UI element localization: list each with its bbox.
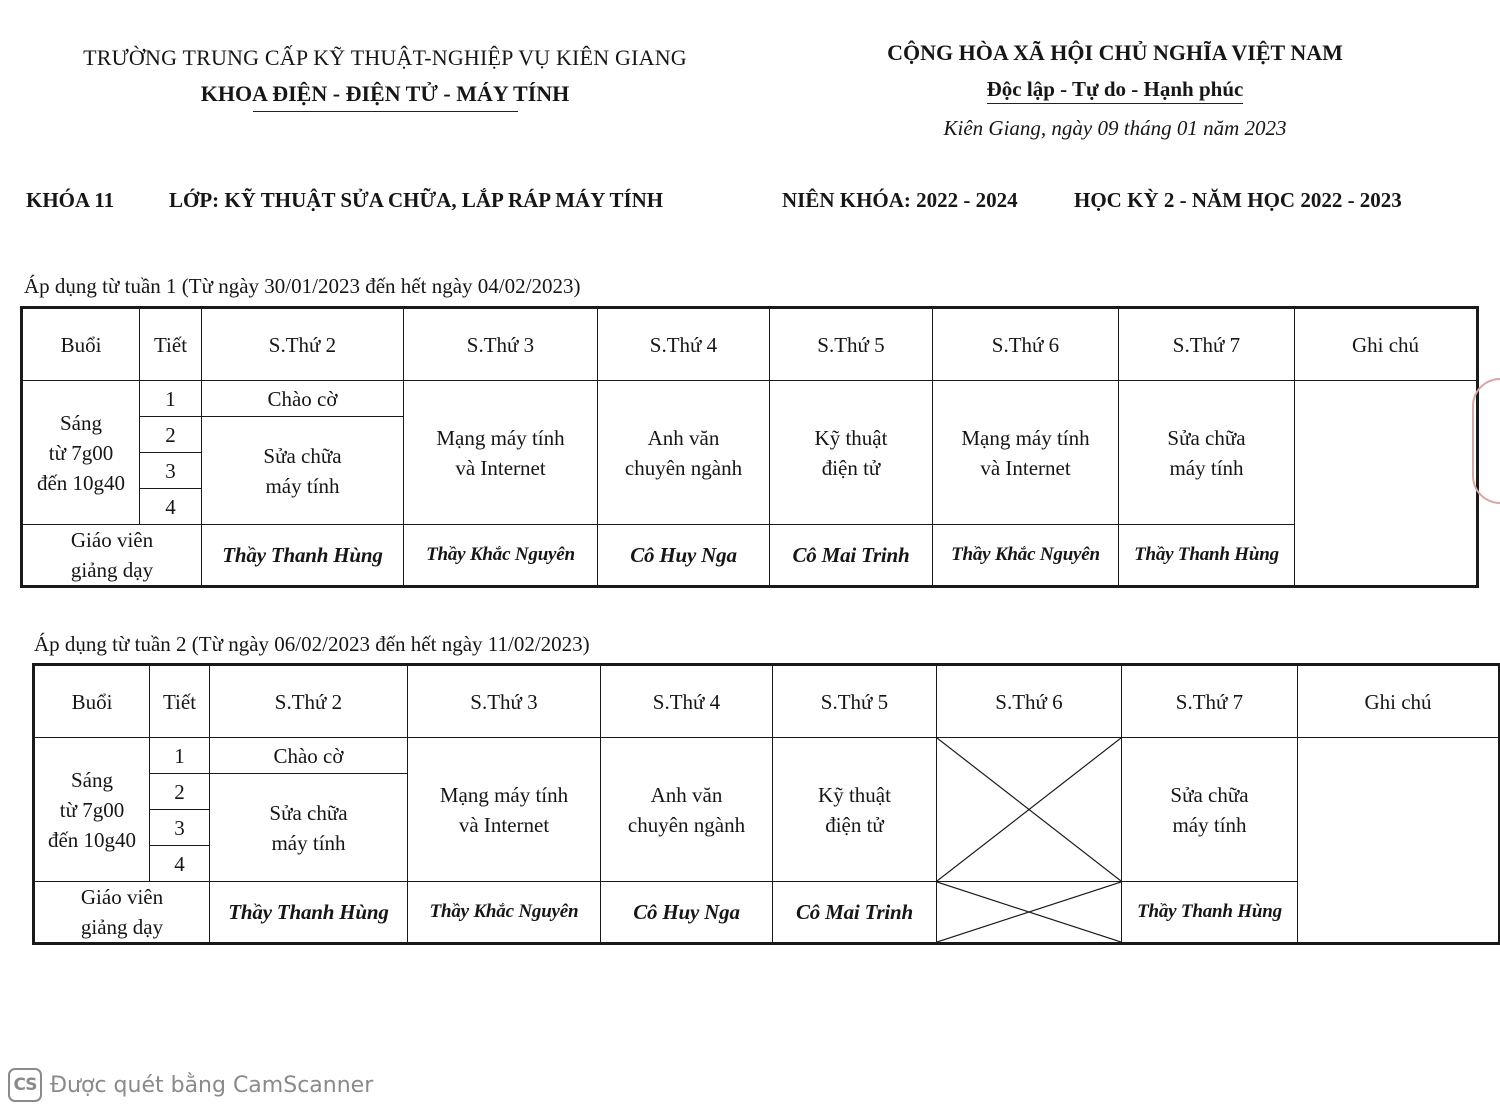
teacher-tue: Thầy Khắc Nguyên [404, 525, 598, 587]
table-header-row [34, 665, 1500, 738]
col-sat: S.Thứ 7 [1122, 665, 1298, 738]
teacher-label-line: giảng dạy [70, 558, 154, 582]
table-row [22, 381, 1478, 417]
teacher-label-line: giảng dạy [80, 915, 164, 939]
subject-line: máy tính [1172, 812, 1247, 837]
camscanner-watermark [8, 1068, 373, 1102]
period-number: 2 [150, 774, 210, 810]
col-fri: S.Thứ 6 [933, 308, 1119, 381]
col-note: Ghi chú [1298, 665, 1500, 738]
sat-subject-cell [1122, 738, 1298, 882]
nation-header [860, 40, 1370, 141]
mon-subject-cell [202, 417, 404, 525]
subject-line: chuyên ngành [627, 812, 746, 837]
course-label: KHÓA 11 [26, 188, 115, 212]
subject-line: Sửa chữa [1167, 425, 1246, 450]
col-period: Tiết [150, 665, 210, 738]
session-line: từ 7g00 [59, 797, 125, 822]
col-thu: S.Thứ 5 [770, 308, 933, 381]
wed-subject-cell [598, 381, 770, 525]
subject-line: Mạng máy tính [961, 425, 1090, 450]
subject-line: và Internet [980, 455, 1071, 480]
stamp-seal-edge [1472, 378, 1500, 504]
subject-line: máy tính [1169, 455, 1244, 480]
period-number: 4 [140, 489, 202, 525]
subject-line: máy tính [271, 830, 346, 855]
subject-line: Mạng máy tính [436, 425, 565, 450]
subject-line: Sửa chữa [269, 800, 348, 825]
subject-line: chuyên ngành [624, 455, 743, 480]
teacher-mon: Thầy Thanh Hùng [202, 525, 404, 587]
col-period: Tiết [140, 308, 202, 381]
col-session: Buổi [22, 308, 140, 381]
session-line: đến 10g40 [36, 470, 126, 495]
period-number: 1 [140, 381, 202, 417]
week2-timetable [32, 663, 1500, 945]
session-line: từ 7g00 [48, 440, 114, 465]
teacher-label-cell [34, 882, 210, 944]
teacher-label-line: Giáo viên [80, 885, 164, 909]
subject-line: Mạng máy tính [439, 782, 569, 807]
tue-subject-cell [408, 738, 601, 882]
col-tue: S.Thứ 3 [404, 308, 598, 381]
subject-line: và Internet [458, 812, 550, 837]
document-date: Kiên Giang, ngày 09 tháng 01 năm 2023 [943, 116, 1287, 140]
teacher-fri: Thầy Khắc Nguyên [933, 525, 1119, 587]
subject-line: Anh văn [647, 425, 720, 450]
teacher-tue: Thầy Khắc Nguyên [408, 882, 601, 944]
period-number: 4 [150, 846, 210, 882]
period-number: 2 [140, 417, 202, 453]
nation-name: CỘNG HÒA XÃ HỘI CHỦ NGHĨA VIỆT NAM [887, 40, 1343, 65]
week1-title: Áp dụng từ tuần 1 (Từ ngày 30/01/2023 đến hết ngày 04/02/2023) [24, 274, 581, 298]
department-underline [253, 111, 518, 112]
col-sat: S.Thứ 7 [1119, 308, 1295, 381]
note-cell [1298, 738, 1500, 944]
period-number: 3 [150, 810, 210, 846]
teacher-row [34, 882, 1500, 944]
table-header-row [22, 308, 1478, 381]
teacher-row [22, 525, 1478, 587]
mon-subject-cell [210, 774, 408, 882]
week2-title: Áp dụng từ tuần 2 (Từ ngày 06/02/2023 đến hết ngày 11/02/2023) [34, 632, 590, 656]
col-thu: S.Thứ 5 [773, 665, 937, 738]
subject-line: Sửa chữa [263, 443, 342, 468]
class-label: LỚP: KỸ THUẬT SỬA CHỮA, LẮP RÁP MÁY TÍNH [169, 188, 664, 212]
subject-line: Sửa chữa [1170, 782, 1249, 807]
subject-line: Kỹ thuật [814, 425, 888, 450]
teacher-label-cell [22, 525, 202, 587]
session-line: đến 10g40 [47, 827, 137, 852]
subject-line: Kỹ thuật [818, 782, 891, 807]
subject-line: Anh văn [650, 782, 723, 807]
col-tue: S.Thứ 3 [408, 665, 601, 738]
col-mon: S.Thứ 2 [210, 665, 408, 738]
mon-period1-cell: Chào cờ [202, 381, 404, 417]
fri-empty-cell [937, 738, 1122, 882]
camscanner-logo-icon: CS [8, 1068, 42, 1102]
school-header [40, 45, 730, 112]
note-cell [1295, 381, 1478, 587]
fri-subject-cell [933, 381, 1119, 525]
session-cell [22, 381, 140, 525]
wed-subject-cell [601, 738, 773, 882]
mon-period1-cell: Chào cờ [210, 738, 408, 774]
subject-line: và Internet [455, 455, 546, 480]
period-number: 3 [140, 453, 202, 489]
teacher-thu: Cô Mai Trinh [770, 525, 933, 587]
session-line: Sáng [71, 767, 113, 792]
col-fri: S.Thứ 6 [937, 665, 1122, 738]
thu-subject-cell [770, 381, 933, 525]
term-label: HỌC KỲ 2 - NĂM HỌC 2022 - 2023 [1074, 188, 1402, 212]
teacher-wed: Cô Huy Nga [598, 525, 770, 587]
session-cell [34, 738, 150, 882]
col-mon: S.Thứ 2 [202, 308, 404, 381]
teacher-wed: Cô Huy Nga [601, 882, 773, 944]
thu-subject-cell [773, 738, 937, 882]
teacher-label-line: Giáo viên [70, 528, 154, 552]
teacher-fri-empty [937, 882, 1122, 944]
subject-line: máy tính [265, 473, 340, 498]
nation-motto: Độc lập - Tự do - Hạnh phúc [987, 77, 1244, 104]
teacher-sat: Thầy Thanh Hùng [1119, 525, 1295, 587]
session-line: Sáng [60, 410, 102, 435]
subject-line: điện tử [821, 455, 881, 480]
col-note: Ghi chú [1295, 308, 1478, 381]
camscanner-text: Được quét bằng CamScanner [50, 1072, 374, 1098]
week1-timetable [20, 306, 1479, 588]
school-name: TRƯỜNG TRUNG CẤP KỸ THUẬT-NGHIỆP VỤ KIÊN GIANG [83, 45, 687, 70]
tue-subject-cell [404, 381, 598, 525]
col-wed: S.Thứ 4 [601, 665, 773, 738]
table-row [34, 738, 1500, 774]
subject-line: điện tử [825, 812, 884, 837]
col-wed: S.Thứ 4 [598, 308, 770, 381]
department-name: KHOA ĐIỆN - ĐIỆN TỬ - MÁY TÍNH [200, 81, 570, 106]
col-session: Buổi [34, 665, 150, 738]
teacher-sat: Thầy Thanh Hùng [1122, 882, 1298, 944]
teacher-thu: Cô Mai Trinh [773, 882, 937, 944]
cross-out-mark [937, 738, 1121, 881]
period-number: 1 [150, 738, 210, 774]
teacher-mon: Thầy Thanh Hùng [210, 882, 408, 944]
academic-years-label: NIÊN KHÓA: 2022 - 2024 [782, 188, 1018, 212]
sat-subject-cell [1119, 381, 1295, 525]
cross-out-mark [937, 882, 1121, 942]
